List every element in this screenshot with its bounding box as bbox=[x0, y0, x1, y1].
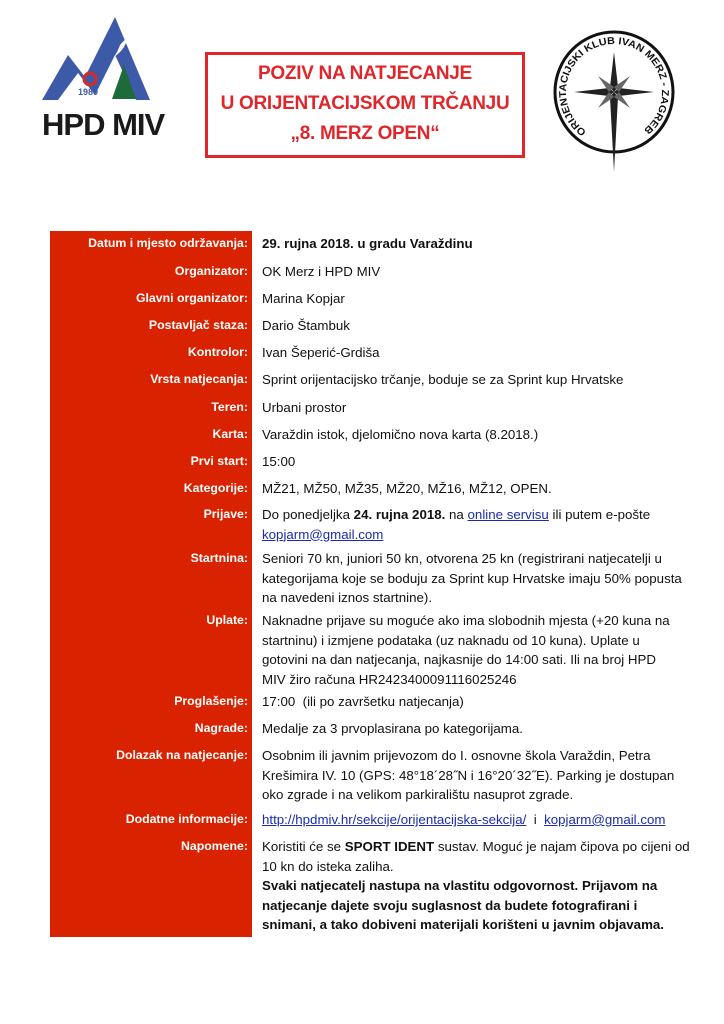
row-value: Sprint orijentacijsko trčanje, boduje se za Sprint kup Hrvatske bbox=[262, 372, 624, 387]
row-label: Teren: bbox=[211, 400, 248, 414]
row-label: Organizator: bbox=[174, 264, 248, 278]
row-value bbox=[262, 810, 702, 830]
row-label: Napomene: bbox=[181, 839, 248, 853]
row-value: Ivan Šeperić-Grdiša bbox=[262, 345, 380, 360]
row-value: Osobnim ili javnim prijevozom do I. osnovne škola Varaždin, Petra Krešimira IV. 10 (GPS: 48°18´28˝N i 16°20´32˝E). Parking je dostupan oko zgrade i na velikom parkiralištu nasuprot zgrade. bbox=[262, 748, 675, 802]
title-line-1: POZIV NA NATJECANJE bbox=[258, 63, 472, 84]
title-box bbox=[205, 52, 525, 158]
text: na bbox=[445, 507, 468, 522]
row-value bbox=[262, 505, 702, 544]
title-line-3: „8. MERZ OPEN“ bbox=[290, 123, 440, 144]
row-label: Nagrade: bbox=[194, 721, 248, 735]
row-label: Proglašenje: bbox=[174, 694, 248, 708]
row-label: Prijave: bbox=[203, 507, 248, 521]
label-column-background bbox=[50, 231, 252, 937]
text: Do ponedjeljka bbox=[262, 507, 354, 522]
row-label: Dodatne informacije: bbox=[125, 812, 248, 826]
hpd-miv-logo bbox=[40, 15, 185, 150]
sport-ident: SPORT IDENT bbox=[344, 839, 435, 854]
deadline: 24. rujna 2018. bbox=[353, 507, 446, 522]
title-line-2: U ORIJENTACIJSKOM TRČANJU bbox=[220, 93, 510, 114]
email-link[interactable]: kopjarm@gmail.com bbox=[262, 526, 384, 542]
logo-year: 1980 bbox=[78, 87, 99, 97]
row-label: Prvi start: bbox=[190, 454, 248, 468]
website-link[interactable]: http://hpdmiv.hr/sekcije/orijentacijska-sekcija/ bbox=[262, 812, 527, 827]
row-value: Varaždin istok, djelomično nova karta (8.2018.) bbox=[262, 427, 539, 442]
row-label: Startnina: bbox=[190, 551, 248, 565]
row-label: Glavni organizator: bbox=[135, 291, 248, 305]
logo-ring-text-path: ORIJENTACIJSKI KLUB IVAN MERZ - ZAGREB bbox=[557, 35, 671, 138]
text: i bbox=[526, 812, 545, 827]
row-value: 17:00 (ili po završetku natjecanja) bbox=[262, 694, 464, 709]
row-value: Dario Štambuk bbox=[262, 318, 350, 333]
row-label: Kategorije: bbox=[183, 481, 248, 495]
row-label: Dolazak na natjecanje: bbox=[116, 748, 248, 762]
row-value: Marina Kopjar bbox=[262, 291, 345, 306]
ok-ivan-merz-logo bbox=[552, 30, 684, 175]
row-label: Uplate: bbox=[206, 613, 248, 627]
row-label: Postavljač staza: bbox=[148, 318, 248, 332]
text: ili putem e-pošte bbox=[548, 507, 651, 522]
row-label: Kontrolor: bbox=[187, 345, 248, 359]
disclaimer: Svaki natjecatelj nastupa na vlastitu odgovornost. Prijavom na natjecanje dajete svoju suglasnost da budete fotografirani i snimani, a tako dobiveni materijali korišteni u javnim objavama. bbox=[262, 878, 664, 932]
row-value: MŽ21, MŽ50, MŽ35, MŽ20, MŽ16, MŽ12, OPEN. bbox=[262, 481, 552, 496]
row-value: Medalje za 3 prvoplasirana po kategorijama. bbox=[262, 721, 523, 736]
row-value: Naknadne prijave su moguće ako ima slobodnih mjesta (+20 kuna na startninu) i izmjene podataka (uz naknadu od 10 kuna). Uplate u gotovini na dan natjecanja, najkasnije do 14:00 sati. Ili na broj HPD MIV žiro računa HR2423400091116025246 bbox=[262, 613, 670, 687]
row-value: 29. rujna 2018. u gradu Varaždinu bbox=[262, 236, 473, 251]
email-link[interactable]: kopjarm@gmail.com bbox=[544, 812, 666, 827]
row-label: Datum i mjesto održavanja: bbox=[88, 236, 248, 250]
online-service-link[interactable]: online servisu bbox=[467, 507, 549, 522]
row-value: Seniori 70 kn, juniori 50 kn, otvorena 25 kn (registrirani natjecatelji u kategorijama koje se boduju za Sprint kup Hrvatske imaju 50% popusta na navedeni iznos startnine). bbox=[262, 551, 682, 605]
text: Koristiti će se bbox=[262, 839, 345, 854]
row-label: Karta: bbox=[212, 427, 248, 441]
row-value: Urbani prostor bbox=[262, 400, 347, 415]
row-value: 15:00 bbox=[262, 454, 296, 469]
row-value: OK Merz i HPD MIV bbox=[262, 264, 381, 279]
row-value bbox=[262, 837, 692, 935]
logo-text: HPD MIV bbox=[42, 107, 165, 142]
text: sustav. Moguć je najam čipova po cijeni od 10 kn do isteka zaliha. bbox=[262, 839, 690, 874]
row-label: Vrsta natjecanja: bbox=[150, 372, 248, 386]
